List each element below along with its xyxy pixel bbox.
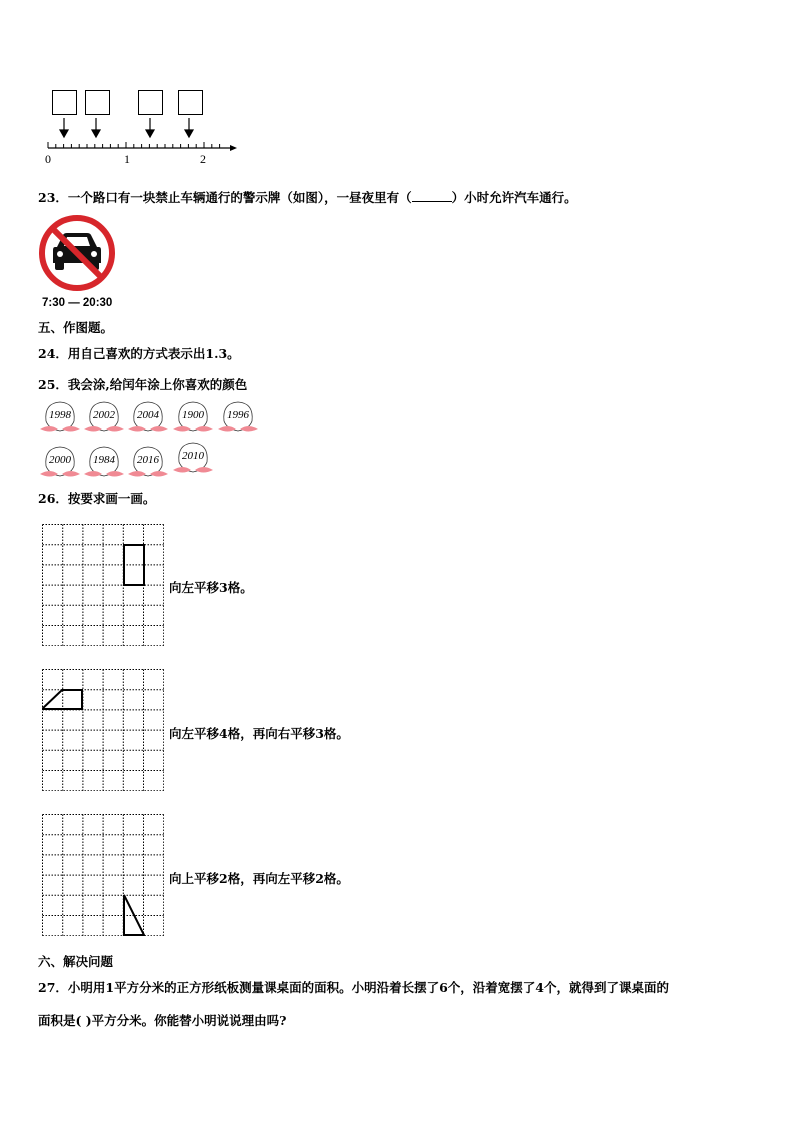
question-23-text-before: 一个路口有一块禁止车辆通行的警示牌（如图），一昼夜里有（ [67, 190, 412, 205]
answer-box-3[interactable] [138, 90, 163, 115]
peach-2010[interactable] [171, 440, 215, 476]
answer-box-4[interactable] [178, 90, 203, 115]
tick-label-2: 2 [200, 152, 206, 166]
instruction-1: 向左平移3格。 [169, 580, 253, 595]
peach-2016[interactable] [126, 444, 170, 480]
grid-3[interactable] [42, 814, 164, 936]
section-six-title: 六、解决问题 [38, 954, 114, 969]
peach-1998[interactable] [38, 399, 82, 435]
grid-1[interactable] [42, 524, 164, 646]
peach-year: 2016 [137, 454, 159, 466]
peach-year: 1996 [227, 409, 249, 421]
instruction-3: 向上平移2格，再向左平移2格。 [169, 871, 349, 886]
peach-2000[interactable] [38, 444, 82, 480]
peach-year: 2002 [93, 409, 115, 421]
number-line [40, 116, 240, 156]
trapezoid-shape [42, 690, 82, 709]
answer-blank-23[interactable] [412, 191, 452, 202]
peach-2002[interactable] [82, 399, 126, 435]
peach-year: 2010 [182, 450, 204, 462]
question-27-line-1: 27．小明用1平方分米的正方形纸板测量课桌面的面积。小明沿着长摆了6个，沿着宽摆了4个，就得到了课桌面的 [38, 980, 669, 995]
grid-2[interactable] [42, 669, 164, 791]
peach-year: 1998 [49, 409, 71, 421]
answer-box-1[interactable] [52, 90, 77, 115]
question-25: 25．我会涂,给闰年涂上你喜欢的颜色 [38, 377, 248, 392]
question-23-text-after: ）小时允许汽车通行。 [451, 190, 577, 205]
peach-1900[interactable] [171, 399, 215, 435]
question-23 [38, 188, 577, 206]
peach-1984[interactable] [82, 444, 126, 480]
peach-1996[interactable] [216, 399, 260, 435]
tick-label-0: 0 [45, 152, 51, 166]
no-vehicle-sign-icon [37, 213, 117, 293]
sign-time-caption: 7:30 — 20:30 [42, 297, 113, 309]
peach-year: 1900 [182, 409, 204, 421]
answer-box-2[interactable] [85, 90, 110, 115]
question-26: 26．按要求画一画。 [38, 491, 156, 506]
question-23-number: 23． [38, 190, 68, 205]
peach-year: 2004 [137, 409, 159, 421]
peach-year: 1984 [93, 454, 115, 466]
peach-year: 2000 [49, 454, 71, 466]
tick-label-1: 1 [124, 152, 130, 166]
peach-2004[interactable] [126, 399, 170, 435]
question-24: 24．用自己喜欢的方式表示出1.3。 [38, 346, 240, 361]
question-27-line-2: 面积是( )平方分米。你能替小明说说理由吗? [38, 1013, 287, 1028]
section-five-title: 五、作图题。 [38, 320, 114, 335]
instruction-2: 向左平移4格，再向右平移3格。 [169, 726, 349, 741]
